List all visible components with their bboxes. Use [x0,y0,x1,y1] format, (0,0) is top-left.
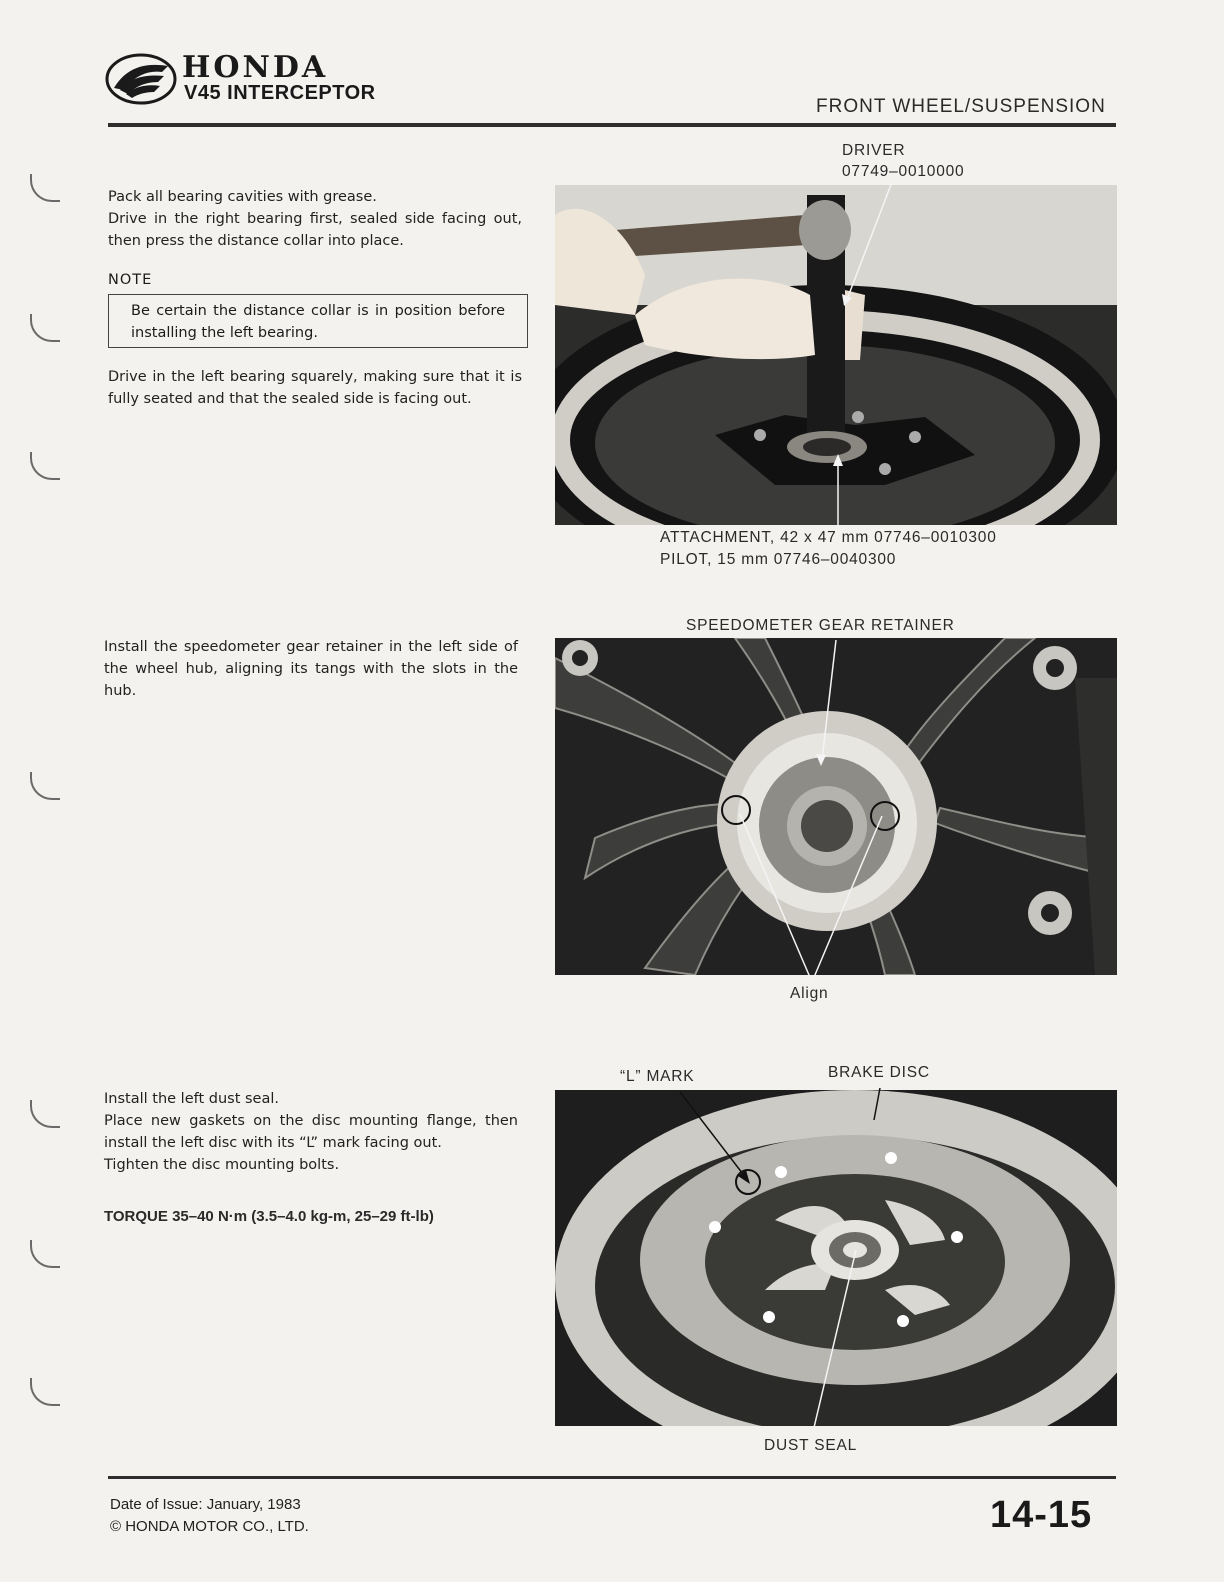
pilot-label: PILOT, 15 mm 07746–0040300 [660,551,897,568]
note-text: Be certain the distance collar is in position before installing the left bearing. [131,303,505,341]
note-box [108,294,528,348]
brake-disc-leader-line [864,1086,894,1126]
align-leader-lines [720,800,900,985]
brake-disc-label: BRAKE DISC [828,1064,930,1081]
dust-seal-label: DUST SEAL [764,1437,858,1454]
step1-line: Pack all bearing cavities with grease. [108,189,377,205]
binder-hole-mark [30,314,60,342]
step1-instructions [108,186,522,252]
binder-hole-mark [30,772,60,800]
binder-hole-mark [30,452,60,480]
l-mark-label: “L” MARK [620,1068,695,1085]
torque-spec: TORQUE 35–40 N·m (3.5–4.0 kg-m, 25–29 ft-lb) [104,1208,434,1225]
note-label: NOTE [108,272,153,288]
attachment-leader-line [826,450,856,530]
retainer-label: SPEEDOMETER GEAR RETAINER [686,617,955,634]
model-name: V45 INTERCEPTOR [184,82,376,104]
step3-line: Tighten the disc mounting bolts. [104,1157,340,1173]
driver-leader-line [840,180,900,310]
attachment-label: ATTACHMENT, 42 x 47 mm 07746–0010300 [660,529,997,546]
driver-part-number: 07749–0010000 [842,163,965,180]
step3-line: Place new gaskets on the disc mounting flange, then install the left disc with its “L” mark facing out. [104,1113,518,1151]
issue-date: Date of Issue: January, 1983 [110,1496,301,1513]
footer-rule [108,1476,1116,1479]
binder-hole-mark [30,1378,60,1406]
driver-label: DRIVER [842,142,906,159]
brand-name: HONDA [182,50,329,85]
footer-info [110,1494,309,1538]
step1-line: Drive in the right bearing first, sealed side facing out, then press the distance collar into place. [108,211,522,249]
l-mark-leader-line [676,1088,756,1188]
step3-instructions [104,1088,518,1176]
step3-line: Install the left dust seal. [104,1091,279,1107]
copyright: © HONDA MOTOR CO., LTD. [110,1518,309,1535]
step2-instructions: Install the speedometer gear retainer in the left side of the wheel hub, aligning its tangs with the slots in the hub. [104,639,518,699]
honda-wing-logo-icon [104,52,178,106]
binder-hole-mark [30,1240,60,1268]
step1-text2: Drive in the left bearing squarely, making sure that it is fully seated and that the sealed side is facing out. [108,369,522,407]
binder-hole-mark [30,174,60,202]
binder-hole-mark [30,1100,60,1128]
align-label: Align [790,985,829,1002]
header-rule [108,123,1116,127]
page-number: 14-15 [990,1494,1093,1536]
section-title: FRONT WHEEL/SUSPENSION [816,96,1106,117]
dust-seal-leader-line [800,1240,870,1440]
retainer-leader-line [812,638,842,768]
